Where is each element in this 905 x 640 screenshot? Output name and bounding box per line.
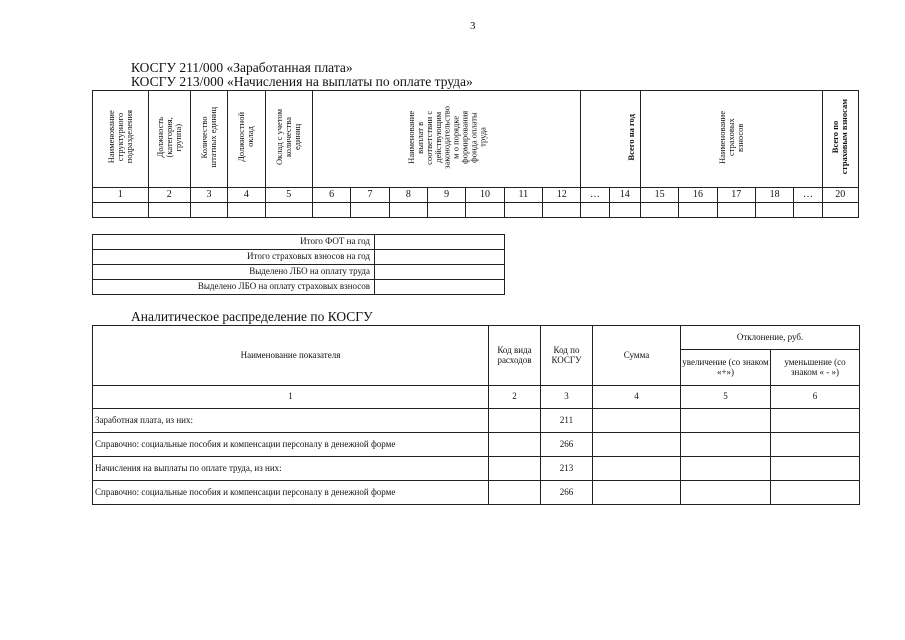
analytic-row: Заработная плата, из них: 211 xyxy=(93,409,860,433)
header-sum: Сумма xyxy=(593,326,681,386)
column-numbers-row: 1 2 3 4 5 6 7 8 9 10 11 12 … 14 15 16 17 18 … 20 xyxy=(93,188,859,203)
header-expense-code: Код вида расходов xyxy=(489,326,541,386)
summary-row: Выделено ЛБО на оплату страховых взносов xyxy=(93,280,505,295)
wage-table xyxy=(92,90,859,218)
analytic-table xyxy=(92,325,860,505)
header-deviation: Отклонение, руб. xyxy=(681,326,860,350)
summary-row: Выделено ЛБО на оплату труда xyxy=(93,265,505,280)
header-staff-count: Количество штатных единиц xyxy=(190,91,227,188)
header-insurance-total: Всего по страховым взносам xyxy=(822,91,858,188)
heading-kosgu-213: КОСГУ 213/000 «Начисления на выплаты по оплате труда» xyxy=(131,74,473,89)
header-increase: увеличение (со знаком «+») xyxy=(681,350,771,386)
analytic-row: Справочно: социальные пособия и компенсации персоналу в денежной форме 266 xyxy=(93,433,860,457)
analytic-title: Аналитическое распределение по КОСГУ xyxy=(131,309,373,324)
header-indicator-name: Наименование показателя xyxy=(93,326,489,386)
summary-row: Итого страховых взносов на год xyxy=(93,250,505,265)
header-kosgu-code: Код по КОСГУ xyxy=(541,326,593,386)
header-decrease: уменьшение (со знаком « - ») xyxy=(771,350,860,386)
summary-row: Итого ФОТ на год xyxy=(93,235,505,250)
page-number: 3 xyxy=(470,20,476,32)
analytic-row: Начисления на выплаты по оплате труда, из них: 213 xyxy=(93,457,860,481)
heading-kosgu-211: КОСГУ 211/000 «Заработанная плата» xyxy=(131,60,353,75)
analytic-numbers-row: 1 2 3 4 5 6 xyxy=(93,386,860,409)
header-year-total: Всего на год xyxy=(581,91,641,188)
header-subdivision: Наименование структурного подразделения xyxy=(93,91,149,188)
header-insurance-names: Наименование страховых взносов xyxy=(640,91,822,188)
header-salary: Должностной оклад xyxy=(228,91,265,188)
empty-data-row xyxy=(93,203,859,218)
header-position: Должность (категория, группа) xyxy=(148,91,190,188)
header-salary-units: Оклад с учетом количества единиц xyxy=(265,91,312,188)
header-payments: Наименование выплат в соответствии с действующим законодательство м о порядке формирования фонда оплаты труда xyxy=(312,91,580,188)
summary-table xyxy=(92,234,505,295)
analytic-row: Справочно: социальные пособия и компенсации персоналу в денежной форме 266 xyxy=(93,481,860,505)
